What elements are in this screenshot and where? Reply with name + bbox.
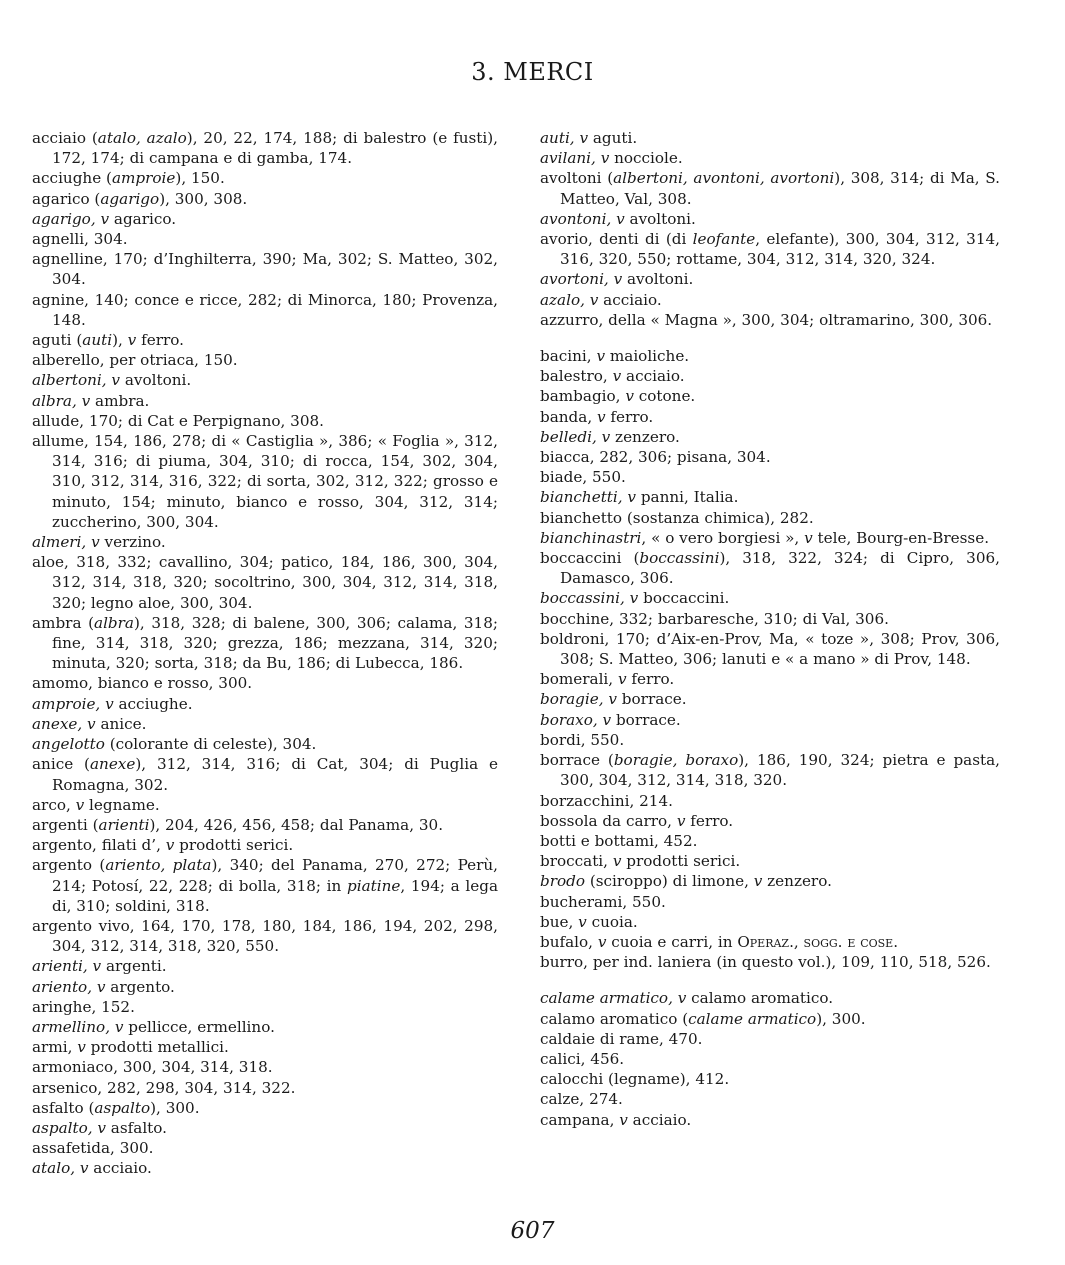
entry-text: armellino, v <box>32 1017 124 1036</box>
entry-text: arsenico, 282, 298, 304, 314, 322. <box>32 1078 296 1097</box>
entry-text: acciughe. <box>113 694 193 713</box>
entry-text: agnelline, 170; d’Inghilterra, 390; Ma, 302; S. Matteo, 302, 304. <box>32 250 498 289</box>
index-entry <box>32 209 498 229</box>
entry-text: v <box>77 1038 86 1057</box>
index-entry <box>32 370 498 390</box>
index-entry <box>540 528 1000 548</box>
entry-text: auti <box>82 331 113 350</box>
entry-text: ferro. <box>685 811 734 830</box>
entry-text: , « o vero borgiesi », <box>641 528 805 547</box>
entry-text: bocchine, 332; barbaresche, 310; di Val, 306. <box>540 609 889 628</box>
entry-text: ), 300. <box>150 1098 200 1117</box>
index-entry <box>540 290 1000 310</box>
entry-text: atalo, azalo <box>97 129 187 147</box>
entry-text: calamo aromatico. <box>686 989 834 1008</box>
entry-text: agarigo <box>100 189 160 208</box>
entry-text: cuoia. <box>586 912 638 931</box>
index-entry <box>32 613 498 674</box>
index-entry <box>540 548 1000 588</box>
index-entry <box>32 229 498 249</box>
entry-text: boccassini <box>639 549 720 568</box>
entry-text: (sciroppo) di limone, <box>585 872 754 891</box>
entry-text: calamo aromatico ( <box>540 1009 689 1028</box>
entry-text: atalo, v <box>32 1159 89 1178</box>
page-number: 607 <box>510 1218 555 1244</box>
index-entry <box>32 330 498 350</box>
entry-text: Operaz., sogg. e cose. <box>737 932 899 951</box>
entry-text: bue, <box>540 912 579 931</box>
entry-text: bomerali, <box>540 670 618 689</box>
entry-text: allude, 170; di Cat e Perpignano, 308. <box>32 411 324 430</box>
index-entry <box>540 730 1000 750</box>
entry-text: ), 318, 328; di balene, 300, 306; calama, 318; fine, 314, 318, 320; grezza, 186; mezzana, 314, 320; minuta, 320; sorta, 318; da Bu, 186; di Lubecca, 186. <box>52 613 498 673</box>
entry-text: zenzero. <box>762 872 832 891</box>
index-entry <box>540 912 1000 932</box>
index-entry <box>32 411 498 431</box>
entry-text: ferro. <box>136 331 184 350</box>
entry-text: agnelli, 304. <box>32 230 128 249</box>
entry-text: bordi, 550. <box>540 730 625 749</box>
entry-text: cuoia e carri, in <box>606 932 738 951</box>
entry-text: cotone. <box>633 387 696 406</box>
entry-text: panni, Italia. <box>636 488 739 507</box>
index-entry <box>32 956 498 976</box>
entry-text: asfalto ( <box>32 1098 95 1117</box>
index-entry <box>540 427 1000 447</box>
entry-text: biade, 550. <box>540 468 626 487</box>
index-entry <box>32 714 498 734</box>
entry-text: ferro. <box>626 670 675 689</box>
entry-text: boccassini, v <box>540 589 639 608</box>
entry-text: armoniaco, 300, 304, 314, 318. <box>32 1058 273 1077</box>
entry-text: boccaccini ( <box>540 549 640 568</box>
entry-text: albra <box>94 613 134 632</box>
entry-text: albertoni, avontoni, avortoni <box>613 169 835 188</box>
entry-text: aguti ( <box>32 331 83 350</box>
entry-text: boraxo, v <box>540 710 612 729</box>
index-entry <box>32 249 498 289</box>
index-entry <box>32 1138 498 1158</box>
entry-text: v <box>75 795 85 814</box>
entry-text: agarico. <box>109 209 177 228</box>
entry-text: anice. <box>95 714 147 733</box>
index-entry <box>540 629 1000 669</box>
index-entry <box>540 447 1000 467</box>
index-entry <box>32 795 498 815</box>
index-entry <box>540 892 1000 912</box>
entry-text: v <box>597 932 607 951</box>
entry-text: avoltoni. <box>624 209 696 228</box>
index-entry <box>540 689 1000 709</box>
entry-text: agnine, 140; conce e ricce, 282; di Minorca, 180; Provenza, 148. <box>32 290 498 329</box>
entry-text: ambra. <box>90 391 150 410</box>
entry-text: bufalo, <box>540 932 598 951</box>
entry-text: ), 150. <box>175 169 225 188</box>
index-entry <box>32 754 498 794</box>
entry-text: allume, 154, 186, 278; di « Castiglia », 386; « Foglia », 312, 314, 316; di piuma, 304, 310; di rocca, 154, 302, 304, 310, 312, 314, 316, 322; di sorta, 302, 312, 322; grosso e minuto, 154; minuto, bianco e rosso, 304, 312, 314; zuccherino, 300, 304. <box>32 432 498 531</box>
index-entry <box>540 609 1000 629</box>
entry-text: ), 312, 314, 316; di Cat, 304; di Puglia e Romagna, 302. <box>52 755 498 794</box>
entry-text: burro, per ind. laniera (in questo vol.), 109, 110, 518, 526. <box>540 953 991 972</box>
entry-text: armi, <box>32 1038 78 1057</box>
entry-text: caldaie di rame, 470. <box>540 1029 703 1048</box>
entry-text: arienti, v <box>32 957 102 976</box>
entry-text: avoltoni ( <box>540 169 614 188</box>
index-entry <box>540 710 1000 730</box>
entry-text: amomo, bianco e rosso, 300. <box>32 674 253 693</box>
entry-text: banda, <box>540 407 597 426</box>
entry-text: argento ( <box>32 856 106 875</box>
index-entry <box>32 431 498 532</box>
entry-text: anice ( <box>32 755 90 774</box>
entry-text: v <box>578 912 587 931</box>
entry-text: boragie, boraxo <box>613 751 739 770</box>
entry-text: avilani, v <box>540 149 610 168</box>
index-entry <box>540 346 1000 366</box>
entry-text: bucherami, 550. <box>540 892 666 911</box>
entry-text: argento vivo, 164, 170, 178, 180, 184, 186, 194, 202, 298, 304, 312, 314, 318, 320, 550. <box>32 916 498 956</box>
entry-text: v <box>597 407 606 426</box>
index-entry <box>540 467 1000 487</box>
index-column-right <box>540 128 1000 1130</box>
index-entry <box>540 229 1000 269</box>
entry-text: arienti <box>98 815 150 834</box>
entry-text: nocciole. <box>609 149 683 168</box>
entry-text: argento. <box>105 977 175 996</box>
entry-text: agarico ( <box>32 189 101 208</box>
index-entry <box>540 1069 1000 1089</box>
entry-text: biacca, 282, 306; pisana, 304. <box>540 448 771 467</box>
entry-text: aguti. <box>588 129 638 147</box>
entry-text: bossola da carro, <box>540 811 677 830</box>
entry-text: ariento, v <box>32 977 106 996</box>
index-column-left <box>32 128 498 1179</box>
entry-text: piatine <box>347 876 401 895</box>
index-entry <box>32 815 498 835</box>
entry-text: maioliche. <box>605 347 690 366</box>
entry-text: acciaio. <box>621 367 685 386</box>
index-entry <box>540 669 1000 689</box>
index-entry <box>540 487 1000 507</box>
index-entry <box>32 916 498 956</box>
entry-text: v <box>165 836 175 855</box>
entry-text: botti e bottami, 452. <box>540 831 698 850</box>
entry-text: ), 204, 426, 456, 458; dal Panama, 30. <box>149 815 444 834</box>
entry-text: borrace. <box>616 690 687 709</box>
entry-text: aspalto, v <box>32 1118 106 1137</box>
index-entry <box>540 1009 1000 1029</box>
entry-text: argenti ( <box>32 815 99 834</box>
entry-text: arco, <box>32 795 76 814</box>
index-entry <box>32 391 498 411</box>
index-entry <box>32 1037 498 1057</box>
entry-text: acciaio ( <box>32 129 98 147</box>
entry-text: albra, v <box>32 391 91 410</box>
entry-text: balestro, <box>540 367 613 386</box>
entry-text: ), 318, 322, 324; di Cipro, 306, Damasco, 306. <box>560 549 1000 588</box>
index-entry <box>32 1057 498 1077</box>
index-entry <box>32 1158 498 1178</box>
index-entry <box>540 1110 1000 1130</box>
index-entry <box>32 1118 498 1138</box>
entry-text: albertoni, v <box>32 371 121 390</box>
index-entry <box>32 532 498 552</box>
entry-text: ferro. <box>605 407 654 426</box>
entry-text: ), 186, 190, 324; pietra e pasta, 300, 304, 312, 314, 318, 320. <box>560 751 1000 790</box>
index-entry <box>32 290 498 330</box>
entry-text: v <box>676 811 686 830</box>
entry-text: tele, Bourg-en-Bresse. <box>812 528 990 547</box>
entry-text: aringhe, 152. <box>32 997 135 1016</box>
index-entry <box>540 168 1000 208</box>
entry-text: , 194; a lega di, 310; soldini, 318. <box>52 876 498 915</box>
index-entry <box>540 871 1000 891</box>
index-entry <box>540 831 1000 851</box>
index-entry <box>32 694 498 714</box>
entry-text: acciaio. <box>627 1110 692 1129</box>
entry-text: almeri, v <box>32 533 100 552</box>
entry-text: ), <box>112 331 128 350</box>
index-entry <box>540 932 1000 952</box>
entry-text: leofante <box>692 230 756 249</box>
entry-text: alberello, per otriaca, 150. <box>32 351 238 370</box>
entry-text: calici, 456. <box>540 1049 625 1068</box>
entry-text: campana, <box>540 1110 620 1129</box>
index-entry <box>32 997 498 1017</box>
entry-text: angelotto <box>32 735 105 754</box>
entry-text: anexe <box>89 755 136 774</box>
index-entry <box>540 269 1000 289</box>
index-entry <box>540 588 1000 608</box>
index-entry <box>32 552 498 613</box>
entry-text: prodotti metallici. <box>85 1038 229 1057</box>
index-entry <box>32 734 498 754</box>
entry-text: ), 20, 22, 174, 188; di balestro (e fusti), 172, 174; di campana e di gamba, 174. <box>52 129 498 168</box>
entry-text: bianchetti, v <box>540 488 636 507</box>
entry-text: amproie <box>111 169 176 188</box>
entry-text: avortoni, v <box>540 270 623 289</box>
index-entry <box>540 407 1000 427</box>
index-entry <box>32 1078 498 1098</box>
entry-text: acciughe ( <box>32 169 112 188</box>
entry-text: calze, 274. <box>540 1090 623 1109</box>
entry-text: ambra ( <box>32 613 95 632</box>
entry-text: ), 308, 314; di Ma, S. Matteo, Val, 308. <box>560 169 1000 208</box>
entry-text: avorio, denti di (di <box>540 230 693 249</box>
index-entry <box>540 386 1000 406</box>
entry-text: bianchetto (sostanza chimica), 282. <box>540 508 814 527</box>
index-entry <box>540 366 1000 386</box>
entry-text: , elefante), 300, 304, 312, 314, 316, 320, 550; rottame, 304, 312, 314, 320, 324. <box>560 230 1000 269</box>
index-entry <box>540 128 1000 148</box>
entry-text: asfalto. <box>105 1118 167 1137</box>
index-entry <box>540 851 1000 871</box>
entry-text: v <box>612 852 622 871</box>
entry-text: auti, v <box>540 129 589 147</box>
entry-text: legname. <box>84 795 160 814</box>
entry-text: prodotti serici. <box>621 852 741 871</box>
entry-text: v <box>612 367 622 386</box>
entry-text: v <box>753 872 763 891</box>
index-entry <box>32 673 498 693</box>
entry-text: ), 340; del Panama, 270, 272; Perù, 214; Potosí, 22, 228; di bolla, 318; in <box>52 856 498 895</box>
index-entry <box>32 189 498 209</box>
entry-text: borzacchini, 214. <box>540 791 673 810</box>
entry-text: v <box>596 347 606 366</box>
entry-text: bianchinastri <box>540 528 642 547</box>
entry-text: v <box>617 670 627 689</box>
entry-text: v <box>804 528 813 547</box>
index-entry <box>32 835 498 855</box>
entry-text: azalo, v <box>540 290 599 309</box>
index-entry <box>540 209 1000 229</box>
entry-text: boragie, v <box>540 690 617 709</box>
entry-text: pellicce, ermellino. <box>123 1017 275 1036</box>
entry-text: acciaio. <box>598 290 662 309</box>
index-entry <box>540 310 1000 330</box>
index-entry <box>32 350 498 370</box>
page-title: 3. MERCI <box>471 58 594 86</box>
entry-text: assafetida, 300. <box>32 1139 154 1158</box>
entry-text: ), 300, 308. <box>159 189 248 208</box>
entry-text: calame armatico <box>688 1009 817 1028</box>
entry-text: brodo <box>540 872 585 891</box>
entry-text: boccaccini. <box>638 589 730 608</box>
index-entry <box>540 1029 1000 1049</box>
index-entry <box>540 750 1000 790</box>
entry-text: bambagio, <box>540 387 626 406</box>
index-entry <box>540 148 1000 168</box>
entry-text: v <box>619 1110 628 1129</box>
entry-text: amproie, v <box>32 694 114 713</box>
entry-text: calame armatico, v <box>540 989 687 1008</box>
entry-text: borrace ( <box>540 751 614 770</box>
entry-text: zenzero. <box>610 427 680 446</box>
entry-text: v <box>127 331 137 350</box>
entry-text: aloe, 318, 332; cavallino, 304; patico, 184, 186, 300, 304, 312, 314, 318, 320; socoltrino, 300, 304, 312, 314, 318, 320; legno aloe, 300, 304. <box>32 553 498 612</box>
index-entry <box>540 1089 1000 1109</box>
index-entry <box>540 791 1000 811</box>
entry-text: (colorante di celeste), 304. <box>104 735 317 754</box>
index-entry <box>540 811 1000 831</box>
entry-text: argenti. <box>101 957 167 976</box>
entry-text: belledi, v <box>540 427 611 446</box>
entry-text: aspalto <box>94 1098 151 1117</box>
entry-text: agarigo, v <box>32 209 110 228</box>
index-entry <box>540 508 1000 528</box>
entry-text: azzurro, della « Magna », 300, 304; oltramarino, 300, 306. <box>540 310 993 329</box>
entry-text: anexe, v <box>32 714 96 733</box>
entry-text: ), 300. <box>816 1009 866 1028</box>
entry-text: v <box>625 387 634 406</box>
entry-text: avoltoni. <box>622 270 694 289</box>
index-entry <box>32 1098 498 1118</box>
index-entry <box>540 1049 1000 1069</box>
entry-text: broccati, <box>540 852 613 871</box>
index-entry <box>32 1017 498 1037</box>
entry-text: boldroni, 170; d’Aix-en-Prov, Ma, « toze », 308; Prov, 306, 308; S. Matteo, 306; lanuti e « a mano » di Prov, 148. <box>540 629 1000 669</box>
entry-text: avontoni, v <box>540 209 625 228</box>
entry-text: argento, filati d’, <box>32 836 166 855</box>
entry-text: acciaio. <box>88 1159 152 1178</box>
index-entry <box>32 977 498 997</box>
entry-text: ariento, plata <box>105 856 212 875</box>
index-entry <box>540 988 1000 1008</box>
entry-text: calocchi (legname), 412. <box>540 1070 730 1089</box>
entry-text: bacini, <box>540 347 597 366</box>
index-entry <box>32 168 498 188</box>
index-entry <box>540 952 1000 972</box>
entry-text: borrace. <box>611 710 681 729</box>
index-entry <box>32 855 498 916</box>
entry-text: prodotti serici. <box>174 836 294 855</box>
index-entry <box>32 128 498 168</box>
entry-text: verzino. <box>99 533 166 552</box>
entry-text: avoltoni. <box>120 371 192 390</box>
